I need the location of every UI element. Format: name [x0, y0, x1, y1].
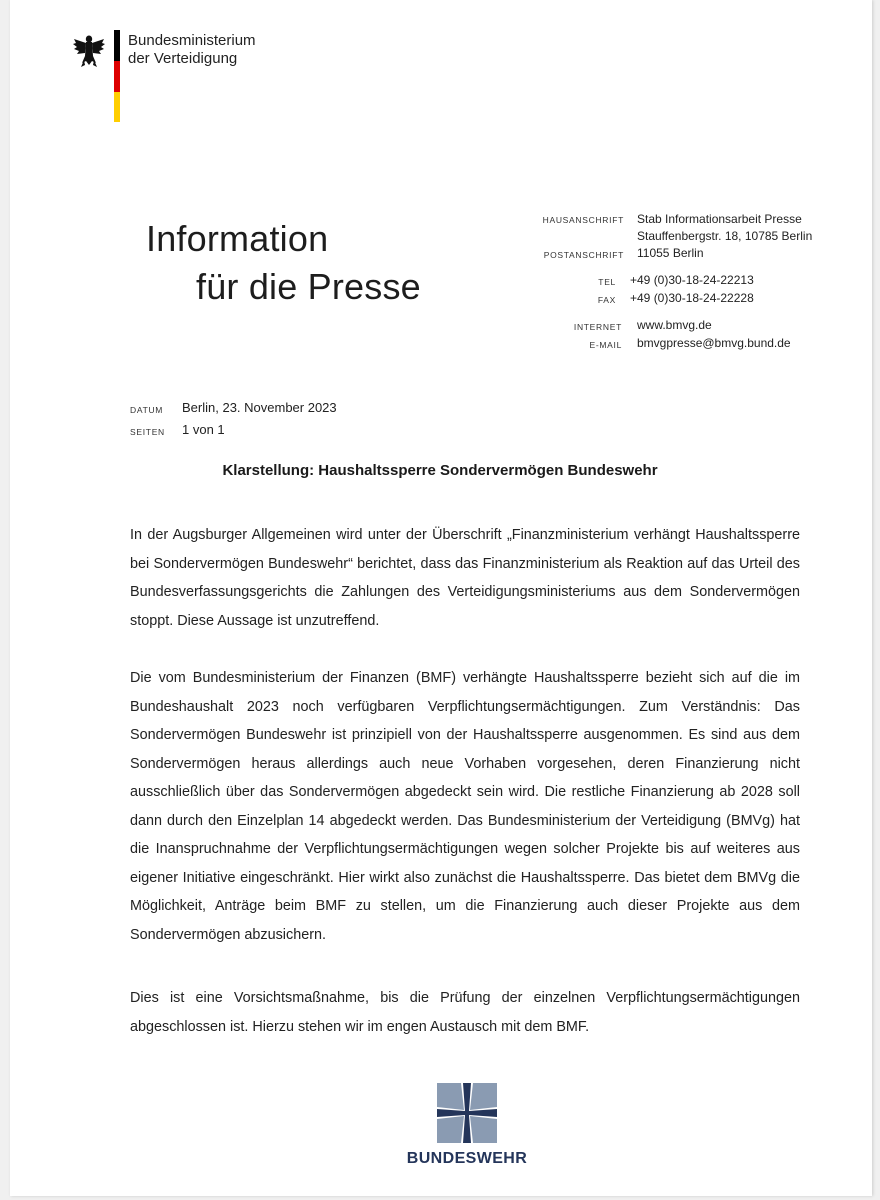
email-label: E-MAIL	[589, 340, 622, 350]
paragraph-2: Die vom Bundesministerium der Finanzen (BMF) verhängte Haushaltssperre bezieht sich auf die im Bundeshaushalt 2023 noch verfügbaren Verpflichtungsermächtigungen. Zum Verständnis: Das Sondervermögen Bundeswehr ist prinzipiell von der Haushaltssperre ausgenommen. Es sind aus dem Sondervermögen heraus allerdings auch neue Vorhaben vorgesehen, deren Finanzierung nicht ausschließlich über das Sondervermögen abgedeckt sein wird. Die restliche Finanzierung ab 2028 soll dann durch den Einzelplan 14 abgedeckt werden. Das Bundesministerium der Verteidigung (BMVg) hat die Inanspruchnahme der Verpflichtungsermächtigungen wegen solcher Projekte bis auf weiteres aus eigener Initiative eingeschränkt. Hier wirkt also zunächst die Haushaltssperre. Das bietet dem BMVg die Möglichkeit, Anträge beim BMF zu stellen, um die Finanzierung auch dieser Projekte aus dem Sondervermögen abzusichern.	[130, 670, 800, 943]
tel-label: TEL	[598, 277, 616, 287]
ministry-name	[128, 32, 256, 68]
hausanschrift-line2: Stauffenbergstr. 18, 10785 Berlin	[637, 229, 813, 243]
bundeswehr-wordmark: BUNDESWEHR	[406, 1150, 528, 1167]
datum-label: DATUM	[130, 405, 164, 415]
press-release-headline: Klarstellung: Haushaltssperre Sondervermögen Bundeswehr	[222, 462, 658, 479]
paragraph-1: In der Augsburger Allgemeinen wird unter der Überschrift „Finanzministerium verhängt Haushaltssperre bei Sondervermögen Bundeswehr“ berichtet, dass das Finanzministerium als Reaktion auf das Urteil des Bundesverfassungsgerichts die Zahlungen des Verteidigungsministeriums aus dem Sondervermögen stoppt. Diese Aussage ist unzutreffend.	[130, 527, 800, 629]
seiten-label: SEITEN	[130, 427, 165, 437]
fax-label: FAX	[597, 295, 616, 305]
tel-value: +49 (0)30-18-24-22213	[630, 273, 754, 287]
internet-label: INTERNET	[573, 322, 622, 332]
bundeswehr-iron-cross-icon	[437, 1083, 497, 1143]
postanschrift-value: 11055 Berlin	[637, 246, 704, 260]
internet-link[interactable]: www.bmvg.de	[637, 318, 712, 332]
datum-value: Berlin, 23. November 2023	[182, 400, 337, 415]
fax-value: +49 (0)30-18-24-22228	[630, 291, 754, 305]
seiten-value: 1 von 1	[182, 422, 225, 437]
ministry-line2: der Verteidigung	[128, 50, 238, 67]
ministry-line1: Bundesministerium	[128, 32, 256, 49]
title-information: Information	[146, 218, 329, 259]
postanschrift-label: POSTANSCHRIFT	[543, 250, 624, 260]
federal-eagle-icon	[72, 32, 106, 68]
title-fuer-die-presse: für die Presse	[196, 266, 421, 307]
paragraph-3: Dies ist eine Vorsichtsmaßnahme, bis die Prüfung der einzelnen Verpflichtungsermächtigungen abgeschlossen ist. Hierzu stehen wir im engen Austausch mit dem BMF.	[130, 990, 800, 1035]
german-flag-bar	[114, 30, 120, 122]
hausanschrift-line1: Stab Informationsarbeit Presse	[637, 212, 802, 226]
hausanschrift-label: HAUSANSCHRIFT	[542, 215, 624, 225]
email-link[interactable]: bmvgpresse@bmvg.bund.de	[637, 336, 791, 350]
